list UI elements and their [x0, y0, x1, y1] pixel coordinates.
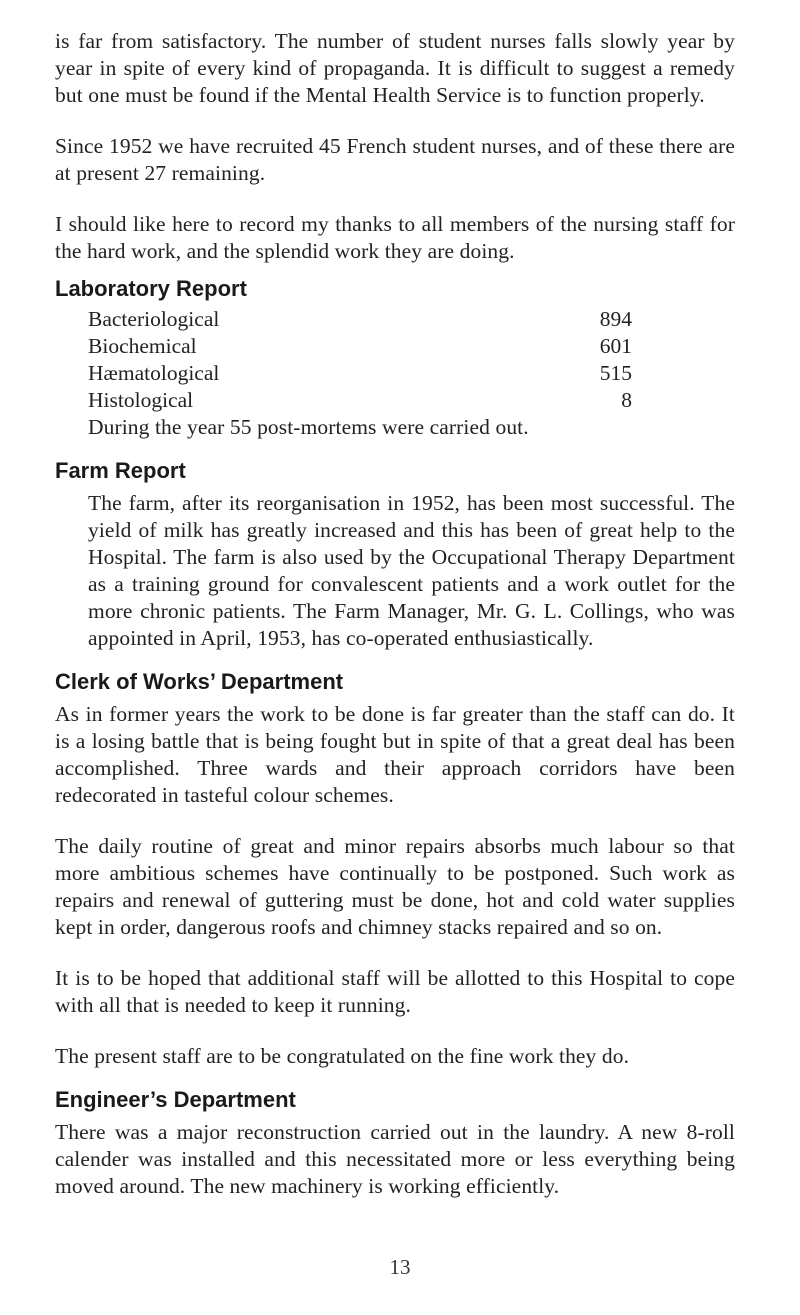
laboratory-heading: Laboratory Report [55, 276, 247, 301]
intro-paragraph-3: I should like here to record my thanks to all members of the nursing staff for the hard work, and the splendid work they are doing. [55, 212, 735, 263]
lab-row [88, 333, 632, 360]
clerk-of-works-paragraph-4: The present staff are to be congratulated on the fine work they do. [55, 1044, 630, 1068]
clerk-of-works-paragraph-1: As in former years the work to be done is far greater than the staff can do. It is a losing battle that is being fought but in spite of that a great deal has been accomplished. Three wards and their approach corridors have been redecorated in tasteful colour schemes. [55, 702, 735, 807]
laboratory-section [55, 275, 735, 441]
laboratory-note: During the year 55 post-mortems were carried out. [88, 415, 529, 439]
lab-row-label: Biochemical [88, 334, 197, 358]
lab-row-value: 8 [621, 388, 632, 412]
clerk-of-works-heading: Clerk of Works’ Department [55, 669, 344, 694]
intro-paragraph-1: is far from satisfactory. The number of student nurses falls slowly year by year in spite of every kind of propaganda. It is difficult to suggest a remedy but one must be found if the Mental Health Service is to function properly. [55, 29, 735, 107]
lab-row-label: Hæmatological [88, 361, 220, 385]
farm-paragraph: The farm, after its reorganisation in 1952, has been most successful. The yield of milk has greatly increased and this has been of great help to the Hospital. The farm is also used by the Occupational Therapy Department as a training ground for convalescent patients and a work outlet for the more chronic patients. The Farm Manager, Mr. G. L. Collings, who was appointed in April, 1953, has co-operated enthusiastically. [88, 491, 735, 650]
page-number: 13 [389, 1255, 411, 1279]
engineer-section [55, 1086, 735, 1200]
lab-row-value: 894 [599, 307, 632, 331]
intro-paragraph-2: Since 1952 we have recruited 45 French student nurses, and of these there are at present 27 remaining. [55, 134, 735, 185]
lab-row-value: 601 [599, 334, 632, 358]
document-page [55, 28, 735, 1200]
lab-row [88, 360, 632, 387]
farm-heading: Farm Report [55, 458, 186, 483]
lab-row-value: 515 [599, 361, 632, 385]
clerk-of-works-paragraph-2: The daily routine of great and minor repairs absorbs much labour so that more ambitious schemes have continually to be postponed. Such work as repairs and renewal of guttering must be done, hot and cold water supplies kept in order, dangerous roofs and chimney stacks repaired and so on. [55, 834, 735, 939]
laboratory-table [88, 306, 632, 414]
lab-row-label: Bacteriological [88, 307, 220, 331]
engineer-paragraph: There was a major reconstruction carried out in the laundry. A new 8-roll calender was installed and this necessitated more or less everything being moved around. The new machinery is working efficiently. [55, 1120, 735, 1198]
lab-row [88, 387, 632, 414]
farm-section [55, 457, 735, 652]
lab-row-label: Histological [88, 388, 194, 412]
clerk-of-works-paragraph-3: It is to be hoped that additional staff will be allotted to this Hospital to cope with all that is needed to keep it running. [55, 966, 735, 1017]
lab-row [88, 306, 632, 333]
engineer-heading: Engineer’s Department [55, 1087, 296, 1112]
clerk-of-works-section [55, 668, 735, 1070]
